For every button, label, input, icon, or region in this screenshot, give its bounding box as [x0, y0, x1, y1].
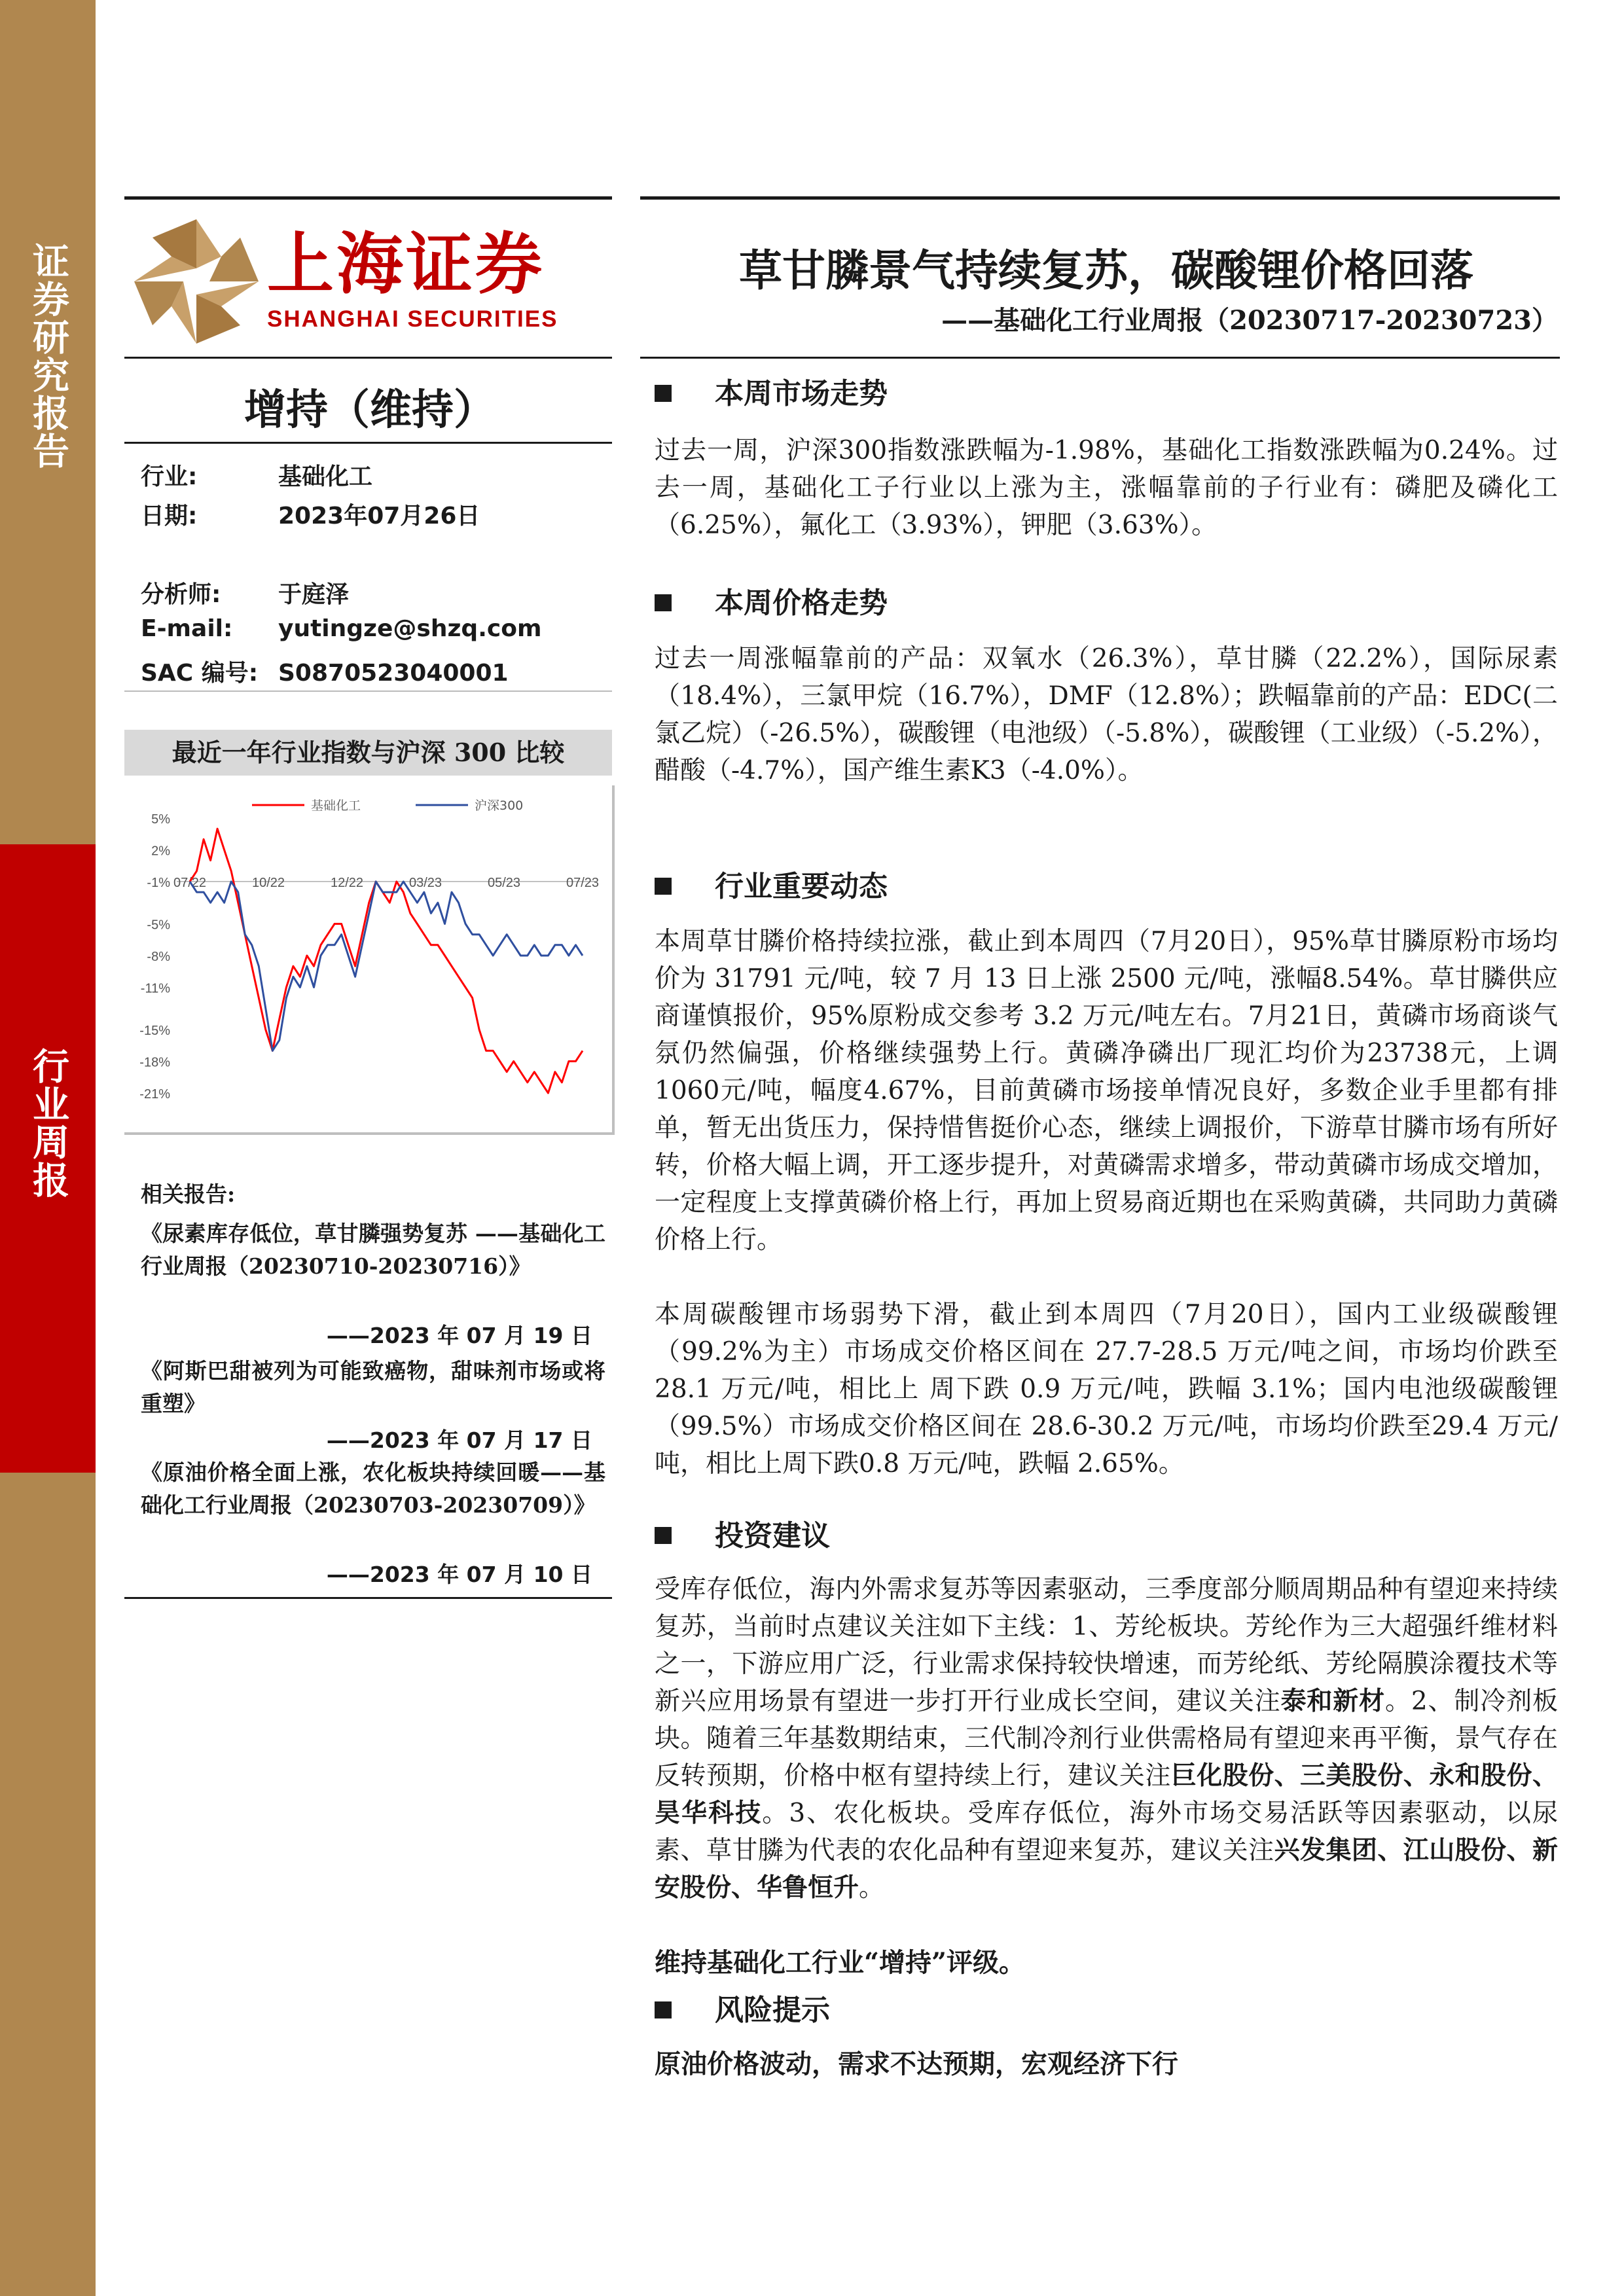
- legend-label: 沪深300: [475, 798, 524, 813]
- side-label-middle: [0, 1047, 96, 1209]
- section-market-title-text: 本周市场走势: [715, 377, 888, 410]
- meta-sac-label: SAC 编号:: [141, 660, 259, 687]
- header-rule-right-bottom: [640, 357, 1560, 359]
- side-label-top-text: 证券研究报告: [27, 242, 69, 470]
- meta-industry: [141, 458, 372, 492]
- related-report-2-date: ——2023 年 07 月 17 日: [326, 1427, 592, 1453]
- series-line: [190, 882, 583, 1051]
- section-risk-title-text: 风险提示: [715, 1994, 830, 2027]
- section-price-text: 过去一周涨幅靠前的产品：双氧水（26.3%），草甘膦（22.2%），国际尿素（18.4%），三氯甲烷（16.7%），DMF（12.8%）；跌幅靠前的产品：EDC(二氯乙烷）（-26.5%），碳酸锂（电池级）（-5.8%），碳酸锂（工业级）（-5.2%），醋酸（-4.7%），国产维生素K3（-4.0%）。: [655, 644, 1558, 785]
- header-rule-left-bottom: [124, 357, 612, 359]
- meta-analyst-value: 于庭泽: [278, 581, 350, 608]
- related-report-2[interactable]: 《阿斯巴甜被列为可能致癌物，甜味剂市场或将重塑》: [141, 1358, 605, 1416]
- logo-text-cn: 上海证券: [267, 226, 545, 304]
- related-report-1-date: ——2023 年 07 月 19 日: [326, 1323, 592, 1348]
- x-tick-label: 05/23: [487, 875, 521, 890]
- meta-date-label: 日期:: [141, 503, 198, 529]
- y-tick-label: -8%: [147, 950, 170, 964]
- meta-date-value: 2023年07月26日: [278, 503, 480, 529]
- meta-sac: [141, 655, 509, 688]
- meta-email-label: E-mail:: [141, 615, 233, 642]
- bullet-square-icon: [655, 878, 672, 895]
- x-tick-label: 10/22: [251, 875, 285, 890]
- section-news-title-text: 行业重要动态: [715, 870, 888, 903]
- index-comparison-chart: [124, 785, 612, 1132]
- y-tick-label: -5%: [147, 918, 170, 933]
- bullet-square-icon: [655, 1527, 672, 1544]
- logo-emblem-icon: [131, 216, 262, 347]
- related-rule: [124, 1597, 612, 1599]
- side-label-top: [0, 242, 96, 480]
- invest-stock-1: 泰和新材: [1280, 1686, 1386, 1716]
- bullet-square-icon: [655, 2001, 672, 2018]
- related-report-1[interactable]: 《尿素库存低位，草甘膦强势复苏 ——基础化工行业周报（20230710-20230716）》: [141, 1221, 605, 1279]
- meta-date: [141, 497, 480, 531]
- section-invest-title-text: 投资建议: [715, 1519, 830, 1552]
- section-risk-title: [655, 1986, 830, 2028]
- related-reports-title: 相关报告:: [141, 1181, 236, 1207]
- y-tick-label: -15%: [139, 1024, 170, 1039]
- invest-text-e: 。: [859, 1873, 885, 1903]
- y-tick-label: -18%: [139, 1055, 170, 1070]
- meta-email-value[interactable]: yutingze@shzq.com: [278, 615, 542, 642]
- x-tick-label: 07/22: [173, 875, 207, 890]
- invest-text-c: 。2、制冷剂板块。随着三年基数期结束，三代制冷剂行业供需格局有望迎来再平衡，景气存在反转预期，价格中枢有望持续上行，建议关注: [655, 1687, 1558, 1791]
- invest-stock-3: 兴发集团、江山股份、新安股份、华鲁恒升: [655, 1835, 1558, 1903]
- related-report-3[interactable]: 《原油价格全面上涨，农化板块持续回暖——基础化工行业周报（20230703-20230709）》: [141, 1460, 605, 1518]
- related-report-3-date: ——2023 年 07 月 10 日: [326, 1562, 592, 1587]
- invest-text-a: 受库存低位，海内外需求复苏等因素驱动，三季度部分顺周期品种有望迎来持续复苏，当前时点建议关注如下主线：1、芳纶板块。芳纶作为三大超强纤维材料之一，下游应用广泛，行业需求保持较快增速，而芳纶纸、芳纶隔膜涂覆技术等新兴应用场景有望进一步打开行业成长空间，建议关注: [655, 1575, 1558, 1716]
- x-tick-label: 07/23: [566, 875, 600, 890]
- section-market-text: 过去一周，沪深300指数涨跌幅为-1.98%，基础化工指数涨跌幅为0.24%。过去一周，基础化工子行业以上涨为主，涨幅靠前的子行业有：磷肥及磷化工（6.25%），氟化工（3.93%），钾肥（3.63%）。: [655, 436, 1558, 540]
- header-rule-right: [640, 196, 1560, 200]
- section-news-title: [655, 863, 888, 905]
- section-price-title-text: 本周价格走势: [715, 586, 888, 620]
- section-price-title: [655, 579, 888, 621]
- bullet-square-icon: [655, 594, 672, 611]
- bullet-square-icon: [655, 385, 672, 402]
- series-line: [190, 829, 583, 1093]
- meta-industry-label: 行业:: [141, 463, 198, 490]
- invest-stock-2: 巨化股份、三美股份、永和股份、昊华科技: [655, 1761, 1558, 1828]
- chart-container: [124, 785, 615, 1135]
- chart-title: 最近一年行业指数与沪深 300 比较: [124, 730, 612, 776]
- meta-rule: [124, 691, 612, 692]
- rating: 增持（维持）: [244, 386, 496, 435]
- logo-text-en: SHANGHAI SECURITIES: [267, 306, 558, 332]
- section-news-p2: 本周碳酸锂市场弱势下滑，截止到本周四（7月20日），国内工业级碳酸锂（99.2%为主）市场成交价格区间在 27.7-28.5 万元/吨之间，市场均价跌至 28.1 万元/吨，相比上 周下跌 0.9 万元/吨，跌幅 3.1%；国内电池级碳酸锂（99.5%）市场成交价格区间在 28.6-30.2 万元/吨，市场均价跌至29.4 万元/吨，相比上周下跌0.8 万元/吨，跌幅 2.65%。: [655, 1300, 1558, 1479]
- meta-sac-value: S0870523040001: [278, 660, 509, 687]
- meta-analyst-label: 分析师:: [141, 581, 221, 608]
- y-tick-label: -21%: [139, 1087, 170, 1102]
- legend-label: 基础化工: [311, 798, 361, 813]
- section-invest-title: [655, 1512, 830, 1554]
- meta-industry-value: 基础化工: [278, 463, 373, 490]
- y-tick-label: 2%: [151, 844, 170, 859]
- invest-text-d: 。3、农化板块。受库存低位，海外市场交易活跃等因素驱动，以尿素、草甘膦为代表的农化品种有望迎来复苏，建议关注: [655, 1799, 1558, 1865]
- y-tick-label: -1%: [147, 875, 170, 890]
- x-tick-label: 12/22: [330, 875, 364, 890]
- report-subtitle: ——基础化工行业周报（20230717-20230723）: [941, 305, 1558, 336]
- y-tick-label: 5%: [151, 812, 170, 827]
- report-title: 草甘膦景气持续复苏，碳酸锂价格回落: [739, 245, 1473, 296]
- section-invest-text: [655, 1571, 1558, 1907]
- side-label-middle-text: 行业周报: [27, 1047, 69, 1199]
- meta-analyst: [141, 576, 349, 609]
- header-rule-left: [124, 196, 612, 200]
- section-market-title: [655, 370, 888, 412]
- section-news-p1: 本周草甘膦价格持续拉涨，截止到本周四（7月20日），95%草甘膦原粉市场均价为 31791 元/吨，较 7 月 13 日上涨 2500 元/吨，涨幅8.54%。草甘膦供应商谨慎报价，95%原粉成交参考 3.2 万元/吨左右。7月21日，黄磷市场商谈气氛仍然偏强，价格继续强势上行。黄磷净磷出厂现汇均价为23738元，上调1060元/吨，幅度4.67%，目前黄磷市场接单情况良好，多数企业手里都有排单，暂无出货压力，保持惜售挺价心态，继续上调报价，下游草甘膦市场有所好转，价格大幅上调，开工逐步提升，对黄磷需求增多，带动黄磷市场成交增加，一定程度上支撑黄磷价格上行，再加上贸易商近期也在采购黄磷，共同助力黄磷价格上行。: [655, 927, 1558, 1255]
- x-tick-label: 03/23: [408, 875, 442, 890]
- rating-rule: [124, 442, 612, 444]
- invest-rating-line: 维持基础化工行业“增持”评级。: [655, 1947, 1026, 1978]
- y-tick-label: -11%: [140, 981, 170, 996]
- risk-text: 原油价格波动，需求不达预期，宏观经济下行: [655, 2049, 1178, 2079]
- meta-email: [141, 615, 541, 642]
